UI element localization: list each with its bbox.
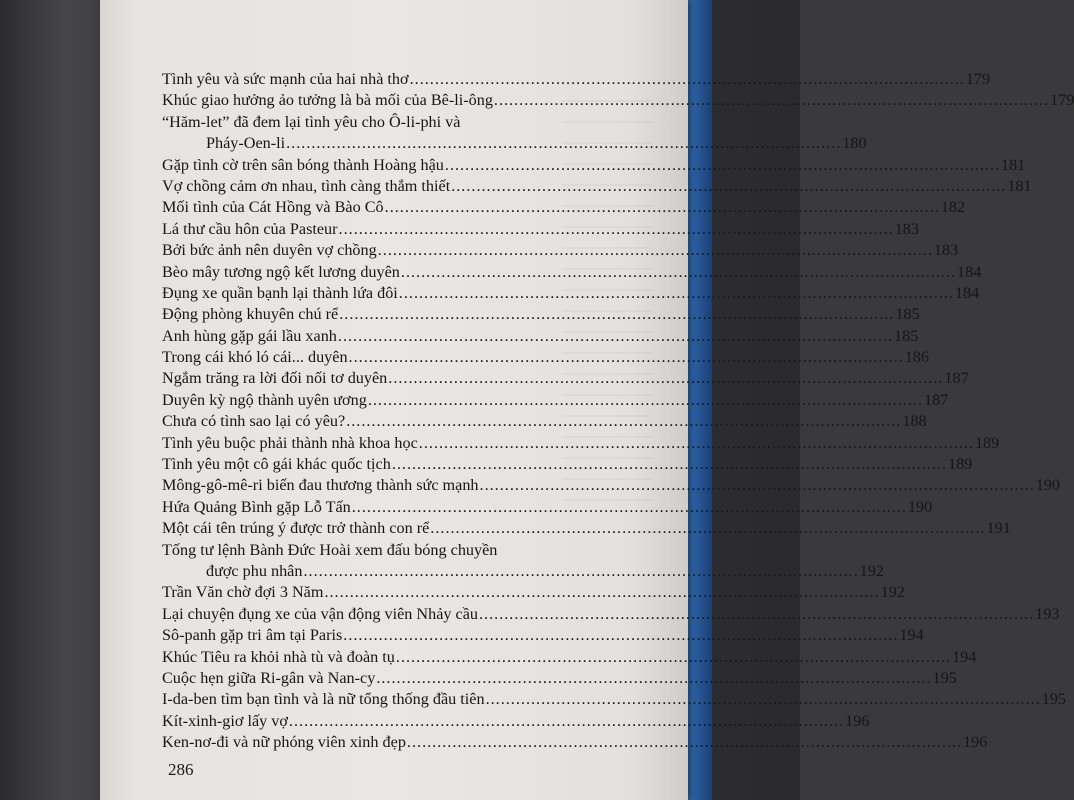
toc-entry-page: 180 bbox=[842, 134, 867, 153]
toc-entry-page: 183 bbox=[933, 241, 959, 260]
toc-entry-title: Mông-gô-mê-ri biến đau thương thành sức mạnh bbox=[162, 476, 479, 495]
toc-entry-title: Mối tình của Cát Hồng và Bào Cô bbox=[162, 198, 384, 217]
toc-leader-dots bbox=[430, 519, 985, 538]
toc-leader-dots bbox=[399, 284, 954, 303]
toc-leader-dots bbox=[401, 263, 956, 282]
toc-entry-page: 195 bbox=[932, 668, 957, 687]
toc-entry-page: 190 bbox=[907, 497, 933, 516]
toc-entry bbox=[162, 241, 959, 262]
toc-leader-dots bbox=[339, 220, 894, 239]
toc-entry bbox=[162, 476, 1060, 497]
toc-entry bbox=[162, 198, 966, 219]
toc-leader-dots bbox=[338, 327, 893, 346]
toc-entry-page: 189 bbox=[947, 455, 973, 474]
toc-leader-dots bbox=[407, 733, 962, 752]
toc-entry bbox=[162, 176, 1032, 198]
toc-leader-dots bbox=[494, 91, 1049, 110]
toc-entry-page: 188 bbox=[902, 412, 927, 431]
toc-entry bbox=[162, 733, 988, 754]
toc-entry-title: “Hăm-let” đã đem lại tình yêu cho Ô-li-phi và bbox=[162, 112, 461, 131]
toc-leader-dots bbox=[324, 583, 879, 602]
toc-entry-title: Ken-nơ-đi và nữ phóng viên xinh đẹp bbox=[162, 733, 406, 752]
toc-entry-title: Kít-xinh-giơ lấy vợ bbox=[162, 711, 288, 730]
toc-entry-title: Hứa Quảng Bình gặp Lỗ Tấn bbox=[162, 497, 351, 516]
toc-entry bbox=[162, 519, 1011, 540]
toc-leader-dots bbox=[343, 626, 898, 645]
toc-entry-page: 196 bbox=[845, 711, 870, 730]
toc-leader-dots bbox=[392, 455, 947, 474]
toc-leader-dots bbox=[385, 198, 940, 217]
toc-leader-dots bbox=[396, 648, 951, 667]
toc-leader-dots bbox=[419, 434, 974, 453]
toc-entry-title: Bèo mây tương ngộ kết lương duyên bbox=[162, 262, 400, 281]
toc-entry-page: 190 bbox=[1035, 476, 1060, 495]
toc-entry bbox=[162, 647, 977, 669]
toc-leader-dots bbox=[378, 241, 933, 260]
toc-entry bbox=[162, 390, 949, 412]
toc-entry bbox=[162, 604, 1060, 626]
toc-entry-title: Vợ chồng cảm ơn nhau, tình càng thắm thiết bbox=[162, 176, 451, 195]
toc-entry-page: 192 bbox=[880, 583, 905, 602]
toc-leader-dots bbox=[286, 134, 841, 153]
toc-leader-dots bbox=[486, 690, 1041, 709]
toc-entry bbox=[162, 305, 920, 326]
toc-entry bbox=[162, 433, 1000, 455]
toc-entry bbox=[162, 561, 884, 583]
toc-entry-page: 185 bbox=[895, 305, 920, 324]
toc-entry-page: 191 bbox=[986, 519, 1011, 538]
toc-entry-page: 179 bbox=[965, 70, 991, 88]
toc-entry bbox=[162, 348, 929, 369]
toc-entry-page: 184 bbox=[954, 283, 980, 302]
toc-leader-dots bbox=[480, 476, 1035, 495]
table-of-contents bbox=[162, 70, 1074, 755]
toc-entry-page: 186 bbox=[904, 348, 929, 367]
toc-leader-dots bbox=[479, 605, 1034, 624]
toc-entry-title: Chưa có tình sao lại có yêu? bbox=[162, 412, 346, 431]
toc-entry-page: 193 bbox=[1035, 604, 1060, 623]
toc-entry-page: 192 bbox=[859, 561, 884, 580]
toc-entry-title: Tình yêu một cô gái khác quốc tịch bbox=[162, 455, 391, 474]
toc-entry-page: 181 bbox=[1007, 176, 1032, 195]
toc-leader-dots bbox=[451, 177, 1006, 196]
toc-entry-title: Trong cái khó ló cái... duyên bbox=[162, 348, 348, 367]
toc-leader-dots bbox=[303, 562, 858, 581]
toc-entry-page: 183 bbox=[894, 219, 919, 238]
toc-entry-page: 185 bbox=[894, 326, 919, 345]
toc-entry bbox=[162, 134, 867, 155]
toc-entry-title: Gặp tình cờ trên sân bóng thành Hoàng hậu bbox=[162, 155, 444, 174]
toc-entry bbox=[162, 711, 870, 733]
toc-entry-page: 179 bbox=[1050, 91, 1074, 110]
toc-entry bbox=[162, 455, 973, 476]
toc-leader-dots bbox=[376, 669, 931, 688]
toc-entry bbox=[162, 626, 924, 647]
toc-leader-dots bbox=[349, 348, 904, 367]
toc-entry-title: Một cái tên trúng ý được trở thành con rể bbox=[162, 519, 430, 538]
toc-entry-title: Trần Văn chờ đợi 3 Năm bbox=[162, 583, 324, 602]
toc-entry bbox=[162, 70, 991, 91]
toc-entry bbox=[162, 690, 1066, 711]
toc-entry-title: Khúc Tiêu ra khỏi nhà tù và đoàn tụ bbox=[162, 647, 395, 666]
toc-leader-dots bbox=[289, 712, 844, 731]
toc-entry bbox=[162, 113, 622, 134]
toc-entry bbox=[162, 541, 622, 562]
toc-entry-page: 196 bbox=[963, 733, 988, 752]
toc-entry-title: Duyên kỳ ngộ thành uyên ương bbox=[162, 390, 367, 409]
toc-entry-title: Sô-panh gặp tri âm tại Paris bbox=[162, 626, 343, 645]
toc-entry-title: Pháy-Oen-li bbox=[206, 134, 286, 153]
toc-leader-dots bbox=[410, 70, 965, 89]
toc-entry-title: Động phòng khuyên chú rể bbox=[162, 305, 339, 324]
toc-entry-title: Đụng xe quần bạnh lại thành lứa đôi bbox=[162, 283, 398, 302]
toc-entry bbox=[162, 219, 919, 241]
toc-entry bbox=[162, 369, 969, 390]
toc-entry-title: Ngắm trăng ra lời đối nối tơ duyên bbox=[162, 369, 388, 388]
toc-entry-page: 187 bbox=[923, 390, 949, 409]
toc-entry bbox=[162, 412, 927, 433]
toc-entry-title: Lại chuyện đụng xe của vận động viên Nhảy cầu bbox=[162, 604, 478, 623]
toc-entry bbox=[162, 155, 1026, 177]
toc-entry-title: Cuộc hẹn giữa Ri-gân và Nan-cy bbox=[162, 668, 376, 687]
toc-entry-title: Tống tư lệnh Bành Đức Hoài xem đấu bóng chuyền bbox=[162, 540, 498, 559]
toc-entry-title: Lá thư cầu hôn của Pasteur bbox=[162, 219, 338, 238]
toc-entry-page: 184 bbox=[957, 262, 982, 281]
toc-entry-page: 189 bbox=[974, 433, 1000, 452]
toc-entry-title: Khúc giao hưởng ảo tưởng là bà mối của Bê-li-ông bbox=[162, 91, 493, 110]
toc-leader-dots bbox=[445, 156, 1000, 175]
toc-entry-title: Bởi bức ảnh nên duyên vợ chồng bbox=[162, 241, 377, 260]
toc-leader-dots bbox=[339, 305, 894, 324]
toc-entry-page: 194 bbox=[899, 626, 924, 645]
book-page bbox=[100, 0, 1074, 800]
toc-entry-title: Anh hùng gặp gái lầu xanh bbox=[162, 326, 337, 345]
toc-leader-dots bbox=[346, 412, 901, 431]
toc-entry bbox=[162, 91, 1074, 112]
toc-entry bbox=[162, 583, 905, 604]
toc-entry bbox=[162, 262, 982, 284]
page-number: 286 bbox=[168, 760, 194, 779]
toc-entry bbox=[162, 497, 933, 519]
toc-entry-title: Tình yêu và sức mạnh của hai nhà thơ bbox=[162, 70, 409, 88]
toc-entry bbox=[162, 668, 957, 690]
toc-entry-page: 182 bbox=[940, 198, 966, 217]
toc-leader-dots bbox=[368, 391, 923, 410]
toc-leader-dots bbox=[388, 369, 943, 388]
toc-entry-page: 195 bbox=[1041, 690, 1066, 709]
toc-entry-title: Tình yêu buộc phải thành nhà khoa học bbox=[162, 433, 418, 452]
toc-entry bbox=[162, 326, 919, 348]
toc-entry-title: được phu nhân bbox=[206, 561, 303, 580]
toc-entry-title: I-da-ben tìm bạn tình và là nữ tổng thống đầu tiên bbox=[162, 690, 485, 709]
toc-entry-page: 181 bbox=[1001, 155, 1026, 174]
toc-entry-page: 187 bbox=[944, 369, 969, 388]
toc-leader-dots bbox=[352, 498, 907, 517]
toc-entry-page: 194 bbox=[952, 647, 977, 666]
toc-entry bbox=[162, 283, 980, 305]
